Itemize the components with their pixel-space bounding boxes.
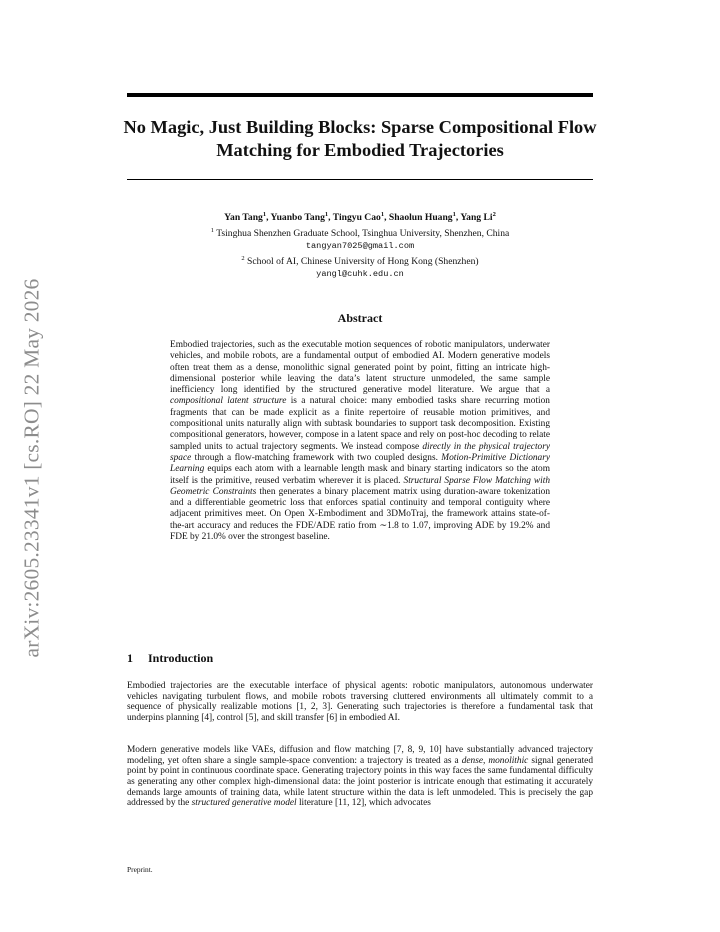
email-2[interactable]: yangl@cuhk.edu.cn xyxy=(316,269,404,280)
arxiv-side-stamp xyxy=(12,262,52,674)
email-1[interactable]: tangyan7025@gmail.com xyxy=(305,241,415,252)
preprint-footer: Preprint. xyxy=(127,865,153,874)
arxiv-identifier: arXiv:2605.23341v1 [cs.RO] 22 May 2026 xyxy=(19,278,44,658)
affiliation-2: $^2$ School of AI, Chinese University of Hong Kong (Shenzhen) xyxy=(241,254,479,267)
affiliation-1: $^1$ Tsinghua Shenzhen Graduate School, Tsinghua University, Shenzhen, China xyxy=(210,226,510,239)
section-title: Introduction xyxy=(148,651,214,665)
author-name: Yan Tang xyxy=(224,212,263,224)
author-name: Yang Li xyxy=(460,212,493,224)
author-block xyxy=(127,209,593,281)
author-list: Yan Tang$^1$, Yuanbo Tang$^1$, Tingyu Cao$^1$, Shaolun Huang$^1$, Yang Li$^2$ xyxy=(224,211,496,224)
abstract-heading: Abstract xyxy=(337,311,383,325)
title-top-rule xyxy=(127,93,593,97)
paper-title: No Magic, Just Building Blocks: Sparse Compositional Flow Matching for Embodied Trajectories xyxy=(123,117,597,160)
author-name: Yuanbo Tang xyxy=(270,212,325,224)
abstract-text: Embodied trajectories, such as the executable motion sequences of robotic manipulators, underwater vehicles, and mobile robots, are a fundamental output of embodied AI. Modern generative models often treat them as a dense, monolithic signal generated point by point, fitting an intricate high-dimensional posterior while leaving the data’s latent structure unmodeled, the same sample inefficiency long identified by the structured generative model literature. We argue that a compositional latent structure is a natural choice: many embodied tasks share recurring motion fragments that can be made explicit as a finite repertoire of reusable motion primitives, and compositional units naturally align with subtask boundaries to support task decomposition. Existing compositional generators, however, compose in a latent space and rely on post-hoc decoding to relate sampled units to actual trajectory segments. We instead compose directly in the physical trajectory space through a flow-matching framework with two coupled designs. Motion-Primitive Dictionary Learning equips each atom with a learnable length mask and binary starting indicators so the atom itself is the primitive, reused verbatim wherever it is placed. Structural Sparse Flow Matching with Geometric Constraints then generates a binary placement matrix using duration-aware tokenization and a differentiable geometric loss that enforces spatial continuity and temporal contiguity where adjacent primitives meet. On Open X-Embodiment and 3DMoTraj, the framework attains state-of-the-art accuracy and reduces the FDE/ADE ratio from ∼1.8 to 1.07, improving ADE by 19.2% and FDE by 21.0% over the strongest baseline. xyxy=(170,340,551,543)
author-name: Tingyu Cao xyxy=(332,212,381,224)
author-name: Shaolun Huang xyxy=(388,212,453,224)
intro-paragraph-2: Modern generative models like VAEs, diffusion and flow matching [7, 8, 9, 10] have substantially advanced trajectory modeling, yet often share a single sample-space convention: a trajectory is treated as a dense, monolithic signal generated point by point in continuous coordinate space. Generating trajectory points in this way faces the same fundamental difficulty as generating any other complex high-dimensional data: the joint posterior is intricate enough that estimating it accurately demands large amounts of training data, while latent structure within the data is left unmodeled. This is precisely the gap addressed by the structured generative model literature [11, 12], which advocates xyxy=(127,745,594,809)
section-number: 1 xyxy=(127,651,133,665)
title-bottom-rule xyxy=(127,179,593,180)
intro-paragraph-1: Embodied trajectories are the executable interface of physical agents: robotic manipulators, autonomous underwater vehicles navigating turbulent flows, and mobile robots traversing cluttered environments all ultimately commit to a sequence of physically realizable motions [1, 2, 3]. Generating such trajectories is therefore a fundamental task that underpins planning [4], control [5], and skill transfer [6] in embodied AI. xyxy=(127,681,593,723)
section-heading-introduction xyxy=(127,651,593,666)
